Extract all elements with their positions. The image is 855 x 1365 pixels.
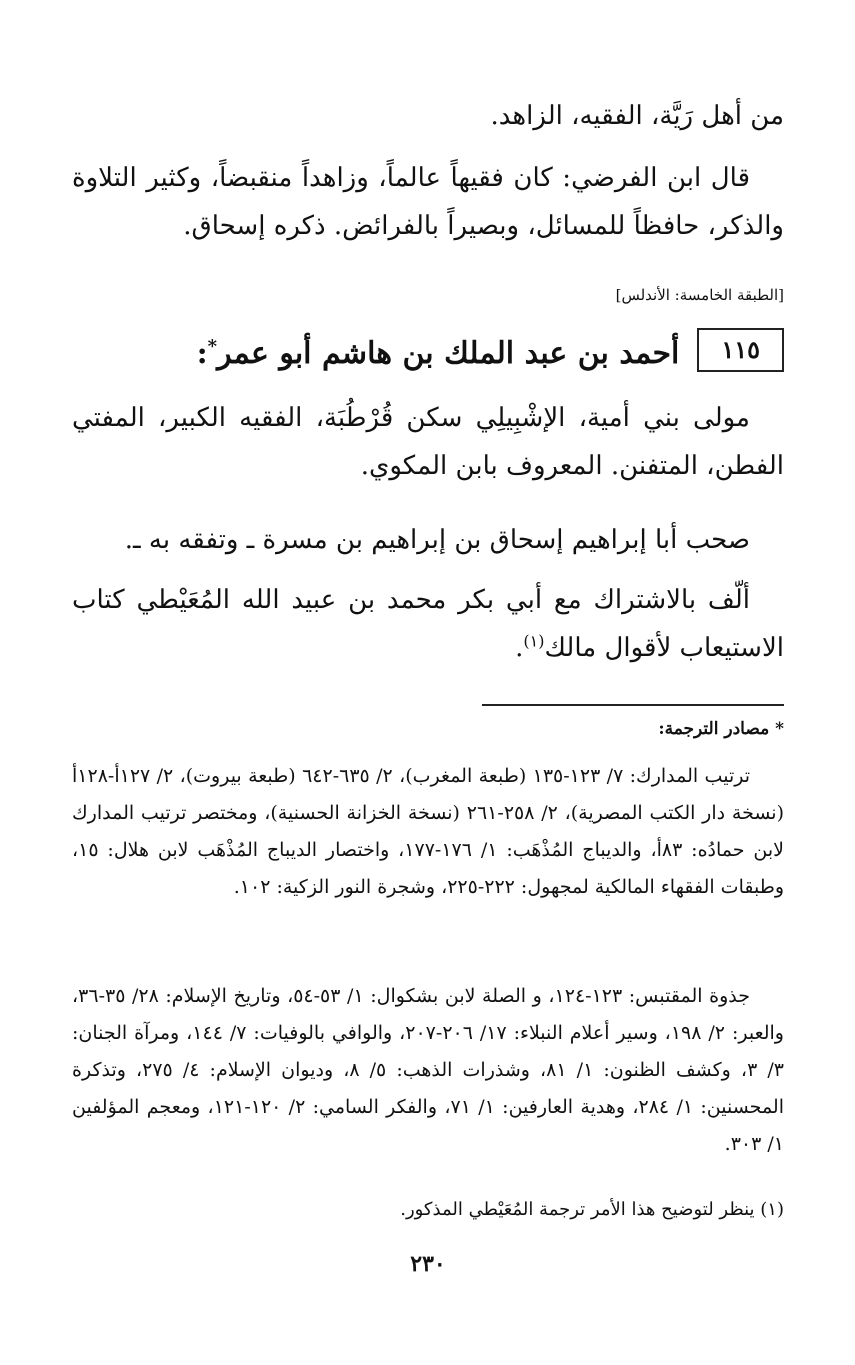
sources-title: * مصادر الترجمة:: [658, 719, 784, 739]
footnote-1: (١) ينظر لتوضيح هذا الأمر ترجمة المُعَيْطي المذكور.: [400, 1199, 784, 1220]
entry-number-box: ١١٥: [697, 328, 784, 372]
intro-line: من أهل رَيَّة، الفقيه، الزاهد.: [490, 101, 784, 131]
book-page: [72, 0, 784, 1365]
footnote-divider: [482, 704, 784, 706]
sources-marker: *: [207, 335, 218, 357]
page-number: ٢٣٠: [410, 1251, 446, 1277]
intro-paragraph: قال ابن الفرضي: كان فقيهاً عالماً، وزاهداً منقبضاً، وكثير التلاوة والذكر، حافظاً للمسائل، وبصيراً بالفرائض. ذكره إسحاق.: [72, 163, 784, 241]
entry-paragraph-3-end: .: [515, 633, 524, 663]
entry-title: [197, 322, 680, 379]
entry-paragraph-3: [72, 576, 784, 672]
footnote-ref: (١): [523, 631, 545, 651]
entry-name-colon: :: [196, 335, 208, 371]
section-tag: [الطبقة الخامسة: الأندلس]: [615, 286, 784, 304]
entry-name-text: أحمد بن عبد الملك بن هاشم أبو عمر: [217, 335, 680, 371]
sources-paragraph-1: ترتيب المدارك: ٧/ ١٢٣-١٣٥ (طبعة المغرب)، ٢/ ٦٣٥-٦٤٢ (طبعة بيروت)، ٢/ ١٢٧أ-١٢٨أ (نسخة دار الكتب المصرية)، ٢/ ٢٥٨-٢٦١ (نسخة الخزانة الحسنية)، ومختصر ترتيب المدارك لابن حمادُه: ٨٣أ، والديباج المُذْهَب: ١/ ١٧٦-١٧٧، واختصار الديباج المُذْهَب لابن هلال: ١٥، وطبقات الفقهاء المالكية لمجهول: ٢٢٢-٢٢٥، وشجرة النور الزكية: ١٠٢.: [72, 765, 784, 898]
entry-paragraph-3-text: ألّف بالاشتراك مع أبي بكر محمد بن عبيد الله المُعَيْطي كتاب الاستيعاب لأقوال مالك: [72, 585, 784, 663]
sources-paragraph-2: جذوة المقتبس: ١٢٣-١٢٤، و الصلة لابن بشكوال: ١/ ٥٣-٥٤، وتاريخ الإسلام: ٢٨/ ٣٥-٣٦، والعبر: ٢/ ١٩٨، وسير أعلام النبلاء: ١٧/ ٢٠٦-٢٠٧، والوافي بالوفيات: ٧/ ١٤٤، ومرآة الجنان: ٣/ ٣، وكشف الظنون: ١/ ٨١، وشذرات الذهب: ٥/ ٨، وديوان الإسلام: ٤/ ٢٧٥، وتذكرة المحسنين: ١/ ٢٨٤، وهدية العارفين: ١/ ٧١، والفكر السامي: ٢/ ١٢٠-١٢١، ومعجم المؤلفين ١/ ٣٠٣.: [72, 985, 785, 1155]
entry-heading: [72, 322, 784, 378]
entry-paragraph-1: مولى بني أمية، الإشْبِيلِي سكن قُرْطُبَة، الفقيه الكبير، المفتي الفطن، المتفنن. المعروف بابن المكوي.: [72, 403, 784, 481]
entry-paragraph-2: صحب أبا إبراهيم إسحاق بن إبراهيم بن مسرة ـ وتفقه به ـ.: [124, 525, 750, 555]
